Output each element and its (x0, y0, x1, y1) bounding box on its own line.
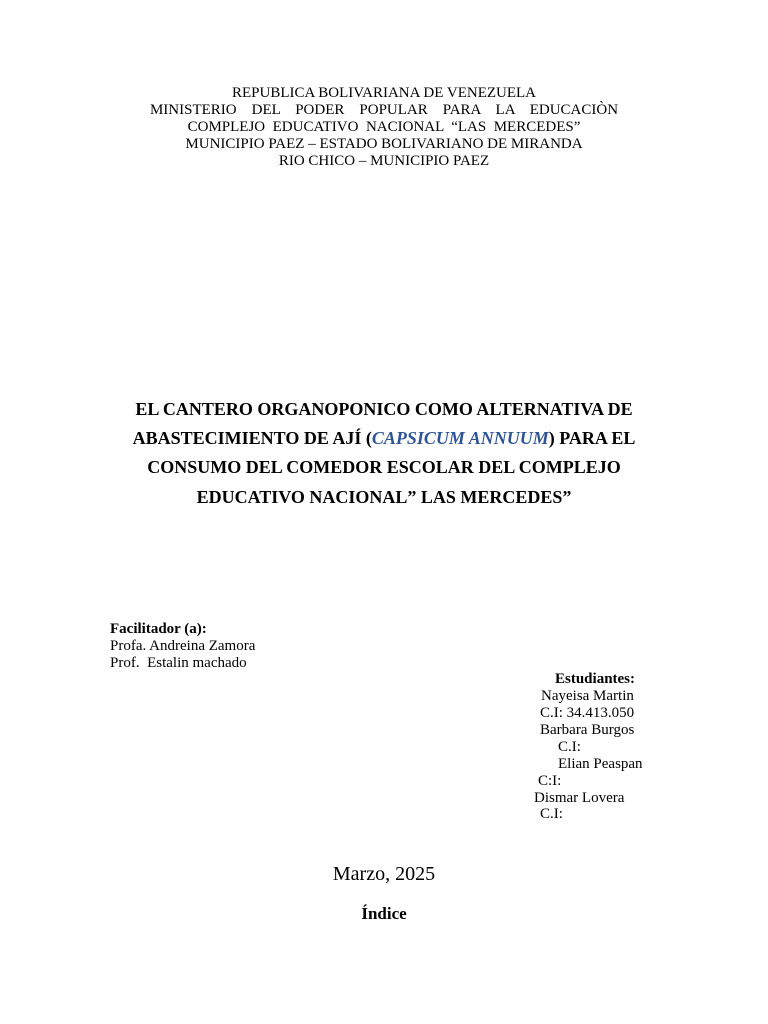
student-4-name: Dismar Lovera (534, 790, 625, 806)
title-line-1: EL CANTERO ORGANOPONICO COMO ALTERNATIVA DE (135, 399, 633, 419)
facilitator-name-1: Profa. Andreina Zamora (110, 638, 256, 654)
student-3-id: C:I: (538, 773, 562, 789)
student-2-id: C.I: (558, 739, 581, 755)
header-school: COMPLEJO EDUCATIVO NACIONAL “LAS MERCEDES” (187, 119, 581, 135)
header-town: RIO CHICO – MUNICIPIO PAEZ (278, 153, 490, 169)
species-name: CAPSICUM ANNUUM (371, 428, 549, 448)
student-4-id: C.I: (540, 806, 563, 822)
facilitator-name-2: Prof. Estalin machado (110, 655, 247, 671)
index-heading: Índice (361, 904, 407, 923)
header-country: REPUBLICA BOLIVARIANA DE VENEZUELA (231, 85, 537, 101)
title-line-4: EDUCATIVO NACIONAL” LAS MERCEDES” (196, 487, 572, 507)
title-line-2-end: ) PARA EL (548, 428, 636, 448)
facilitator-label: Facilitador (a): (110, 621, 207, 637)
title-line-3: CONSUMO DEL COMEDOR ESCOLAR DEL COMPLEJO (147, 457, 621, 477)
header-ministry: MINISTERIO DEL PODER POPULAR PARA LA EDUCACIÒN (149, 102, 619, 118)
document-date: Marzo, 2025 (332, 863, 436, 885)
student-1-name: Nayeisa Martin (541, 688, 634, 704)
title-line-2-start: ABASTECIMIENTO DE AJÍ ( (132, 428, 372, 448)
title-line-2 (0, 427, 768, 449)
student-2-name: Barbara Burgos (540, 722, 635, 738)
students-label: Estudiantes: (555, 671, 636, 687)
student-1-id: C.I: 34.413.050 (540, 705, 635, 721)
student-3-name: Elian Peaspan (558, 756, 643, 772)
header-municipality: MUNICIPIO PAEZ – ESTADO BOLIVARIANO DE MIRANDA (185, 136, 583, 152)
